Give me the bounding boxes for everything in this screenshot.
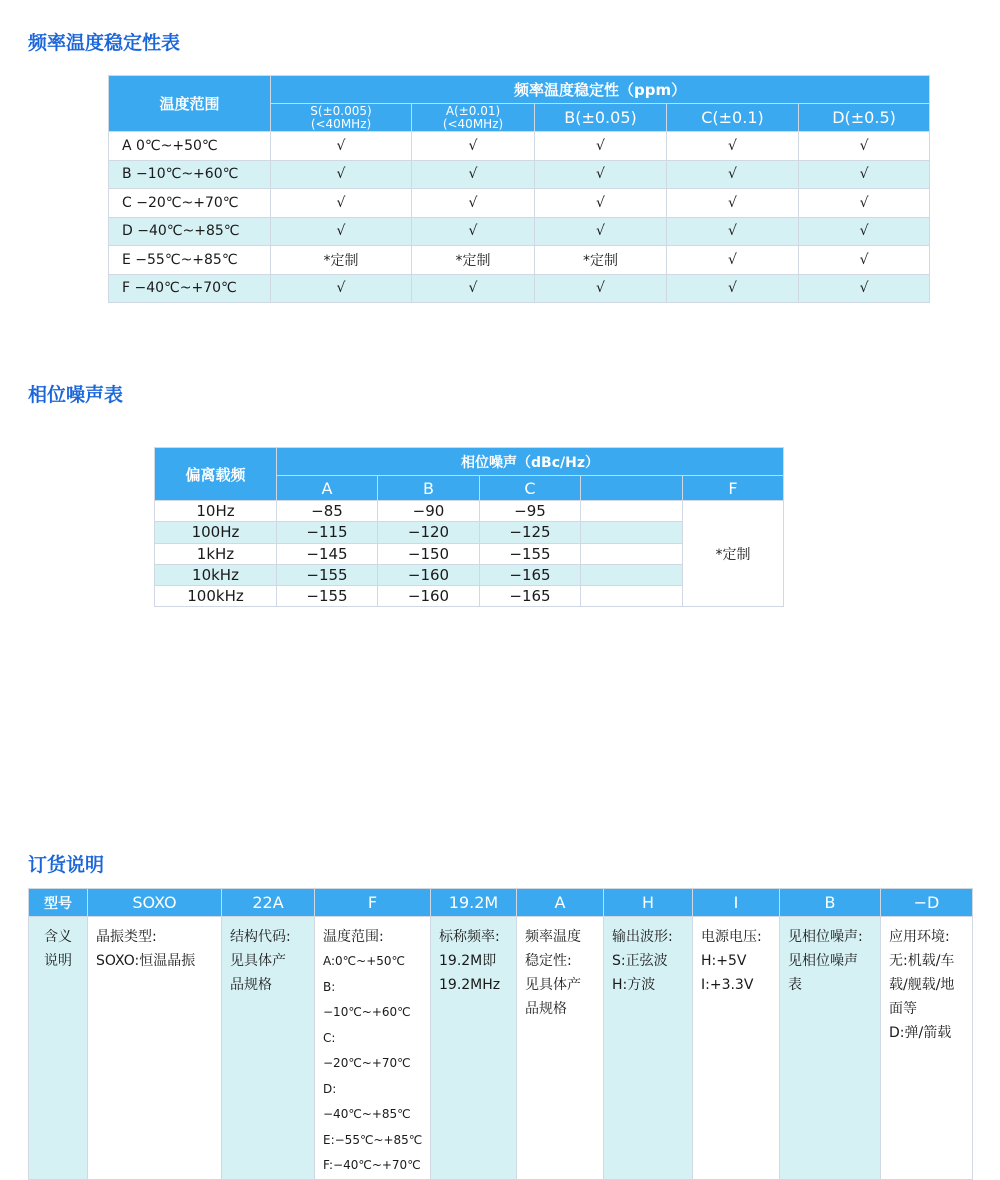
phase-noise-table xyxy=(154,447,784,607)
noise-cell-d xyxy=(581,522,683,543)
stability-cell: √ xyxy=(667,217,799,246)
model-code-part: 19.2M xyxy=(431,889,517,917)
noise-cell-a: −115 xyxy=(277,522,378,543)
noise-cell-d xyxy=(581,564,683,585)
noise-cell-c: −125 xyxy=(480,522,581,543)
stability-cell: √ xyxy=(799,246,930,275)
temp-range-option: C:−20℃~+70℃ xyxy=(323,1030,411,1070)
order-description: 应用环境: 无:机载/车 载/舰载/地 面等 D:弹/箭载 xyxy=(881,917,973,1180)
noise-cell-f-custom: *定制 xyxy=(683,501,784,607)
order-description: 标称频率: 19.2M即 19.2MHz xyxy=(431,917,517,1180)
stability-row xyxy=(109,160,930,189)
stability-cell: √ xyxy=(535,160,667,189)
order-description: 输出波形: S:正弦波 H:方波 xyxy=(604,917,693,1180)
noise-section-title: 相位噪声表 xyxy=(28,384,124,406)
stability-cell: √ xyxy=(535,274,667,303)
stability-cell: √ xyxy=(271,189,412,218)
order-description: 频率温度 稳定性: 见具体产 品规格 xyxy=(517,917,604,1180)
stability-cell: √ xyxy=(667,189,799,218)
model-code-part: H xyxy=(604,889,693,917)
noise-cell-d xyxy=(581,501,683,522)
noise-column-f: F xyxy=(683,476,784,501)
column-header-c: C(±0.1) xyxy=(667,104,799,132)
model-code-part: 22A xyxy=(222,889,315,917)
stability-cell: *定制 xyxy=(535,246,667,275)
model-code-part: F xyxy=(315,889,431,917)
noise-cell-c: −155 xyxy=(480,543,581,564)
stability-cell: √ xyxy=(799,160,930,189)
noise-cell-offset: 100Hz xyxy=(155,522,277,543)
stability-row xyxy=(109,132,930,161)
stability-cell: √ xyxy=(799,132,930,161)
temp-range-option: B: −10℃~+60℃ xyxy=(323,979,411,1019)
column-header-a: A(±0.01) (<40MHz) xyxy=(412,104,535,132)
stability-cell: √ xyxy=(271,132,412,161)
stability-cell: √ xyxy=(412,217,535,246)
noise-cell-offset: 10kHz xyxy=(155,564,277,585)
stability-cell: √ xyxy=(535,189,667,218)
temp-range-option: F:−40℃~+70℃ xyxy=(323,1158,421,1172)
stability-cell: √ xyxy=(799,189,930,218)
order-description: 结构代码: 见具体产 品规格 xyxy=(222,917,315,1180)
stability-cell: √ xyxy=(412,160,535,189)
model-code-part: −D xyxy=(881,889,973,917)
temp-range-option: A:0℃~+50℃ xyxy=(323,954,406,968)
order-description: 晶振类型: SOXO:恒温晶振 xyxy=(88,917,222,1180)
stability-cell: √ xyxy=(535,132,667,161)
temp-range-cell: F −40℃~+70℃ xyxy=(109,274,271,303)
order-description xyxy=(315,917,431,1180)
stability-cell: √ xyxy=(412,132,535,161)
order-section-title: 订货说明 xyxy=(28,854,105,876)
order-description: 电源电压: H:+5V I:+3.3V xyxy=(693,917,780,1180)
stability-cell: √ xyxy=(799,274,930,303)
column-header-d: D(±0.5) xyxy=(799,104,930,132)
model-code-part: I xyxy=(693,889,780,917)
stability-section-title: 频率温度稳定性表 xyxy=(28,32,181,54)
temp-range-cell: D −40℃~+85℃ xyxy=(109,217,271,246)
stability-cell: √ xyxy=(667,160,799,189)
noise-cell-c: −165 xyxy=(480,586,581,607)
temp-range-cell: A 0℃~+50℃ xyxy=(109,132,271,161)
stability-cell: √ xyxy=(667,132,799,161)
stability-cell: *定制 xyxy=(271,246,412,275)
noise-cell-a: −85 xyxy=(277,501,378,522)
noise-row xyxy=(155,501,784,522)
noise-cell-a: −145 xyxy=(277,543,378,564)
model-code-part: SOXO xyxy=(88,889,222,917)
noise-cell-b: −150 xyxy=(378,543,480,564)
stability-row xyxy=(109,189,930,218)
stability-cell: √ xyxy=(535,217,667,246)
noise-cell-offset: 100kHz xyxy=(155,586,277,607)
order-description: 见相位噪声: 见相位噪声 表 xyxy=(780,917,881,1180)
noise-group-header: 相位噪声（dBc/Hz） xyxy=(277,448,784,476)
stability-cell: √ xyxy=(667,246,799,275)
noise-cell-c: −165 xyxy=(480,564,581,585)
stability-cell: √ xyxy=(271,217,412,246)
noise-cell-a: −155 xyxy=(277,586,378,607)
stability-cell: √ xyxy=(412,189,535,218)
noise-column-b: B xyxy=(378,476,480,501)
noise-column-blank xyxy=(581,476,683,501)
column-header-s: S(±0.005) (<40MHz) xyxy=(271,104,412,132)
stability-cell: √ xyxy=(271,160,412,189)
noise-column-c: C xyxy=(480,476,581,501)
stability-row xyxy=(109,246,930,275)
temp-range-title: 温度范围: xyxy=(323,929,384,945)
offset-header: 偏离载频 xyxy=(155,448,277,501)
stability-cell: √ xyxy=(799,217,930,246)
noise-column-a: A xyxy=(277,476,378,501)
model-code-part: B xyxy=(780,889,881,917)
noise-cell-b: −90 xyxy=(378,501,480,522)
stability-group-header: 频率温度稳定性（ppm） xyxy=(271,76,930,104)
model-label: 型号 xyxy=(29,889,88,917)
noise-cell-offset: 10Hz xyxy=(155,501,277,522)
stability-row xyxy=(109,274,930,303)
column-header-b: B(±0.05) xyxy=(535,104,667,132)
model-code-part: A xyxy=(517,889,604,917)
noise-cell-d xyxy=(581,543,683,564)
order-info-table xyxy=(28,888,973,1180)
noise-cell-b: −120 xyxy=(378,522,480,543)
stability-cell: √ xyxy=(271,274,412,303)
temp-range-cell: B −10℃~+60℃ xyxy=(109,160,271,189)
noise-cell-c: −95 xyxy=(480,501,581,522)
noise-cell-a: −155 xyxy=(277,564,378,585)
temp-range-option: E:−55℃~+85℃ xyxy=(323,1132,423,1147)
frequency-stability-table xyxy=(108,75,930,303)
temp-range-cell: E −55℃~+85℃ xyxy=(109,246,271,275)
meaning-label: 含义 说明 xyxy=(29,917,88,1180)
noise-cell-offset: 1kHz xyxy=(155,543,277,564)
stability-cell: √ xyxy=(412,274,535,303)
noise-cell-b: −160 xyxy=(378,586,480,607)
stability-row xyxy=(109,217,930,246)
temp-range-header: 温度范围 xyxy=(109,76,271,132)
stability-cell: √ xyxy=(667,274,799,303)
stability-cell: *定制 xyxy=(412,246,535,275)
noise-cell-d xyxy=(581,586,683,607)
noise-cell-b: −160 xyxy=(378,564,480,585)
temp-range-option: D:−40℃~+85℃ xyxy=(323,1081,411,1121)
temp-range-cell: C −20℃~+70℃ xyxy=(109,189,271,218)
